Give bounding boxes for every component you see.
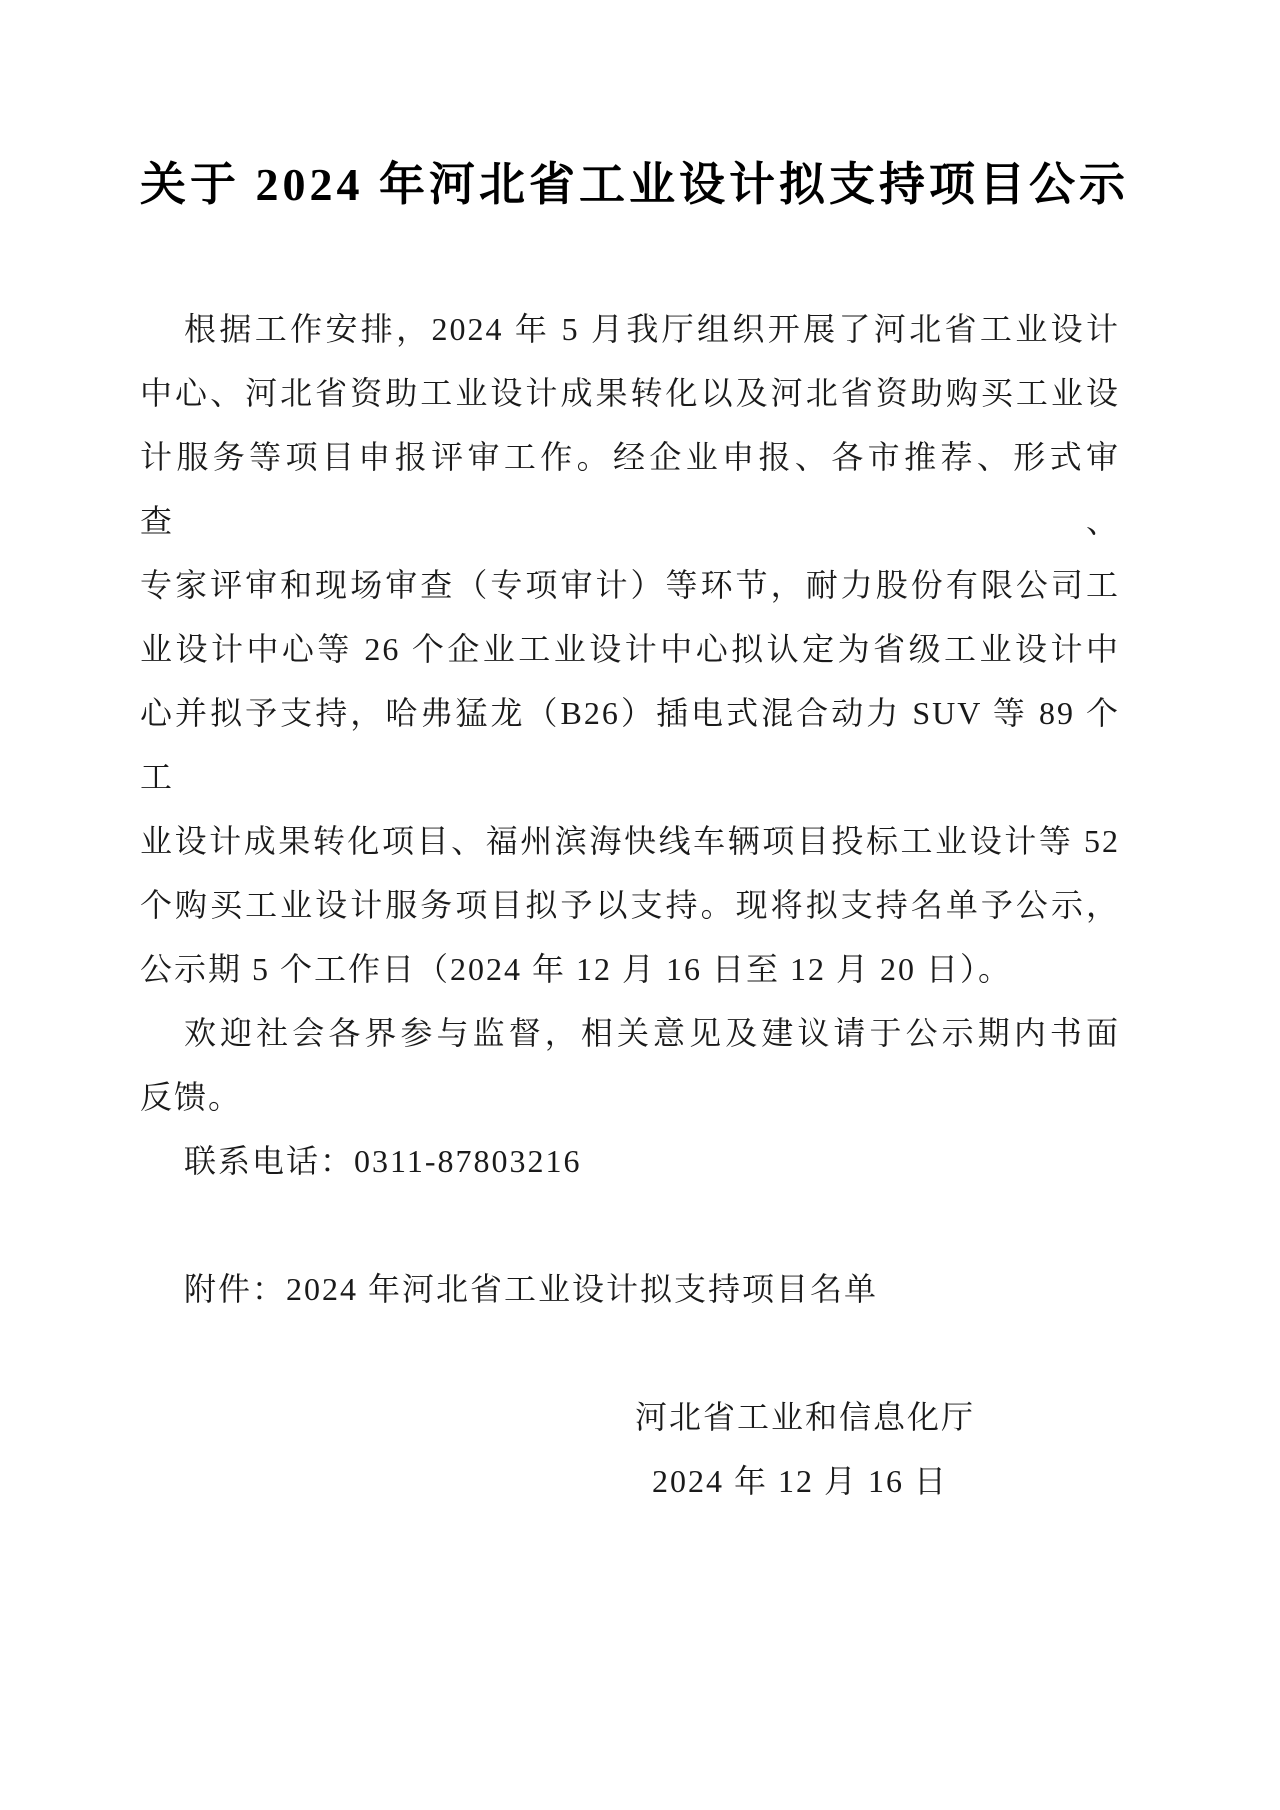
body-line: 业设计中心等 26 个企业工业设计中心拟认定为省级工业设计中 [140, 631, 1120, 667]
contact-phone-line: 联系电话：0311-87803216 [184, 1143, 582, 1179]
body-line: 欢迎社会各界参与监督，相关意见及建议请于公示期内书面 [184, 1015, 1120, 1051]
body-line: 中心、河北省资助工业设计成果转化以及河北省资助购买工业设 [140, 375, 1120, 411]
body-line: 计服务等项目申报评审工作。经企业申报、各市推荐、形式审查、 [140, 439, 1120, 539]
document-body [140, 297, 1120, 1513]
body-line: 反馈。 [140, 1079, 243, 1115]
body-line: 心并拟予支持，哈弗猛龙（B26）插电式混合动力 SUV 等 89 个工 [140, 695, 1120, 795]
body-line: 个购买工业设计服务项目拟予以支持。现将拟支持名单予公示， [140, 887, 1120, 923]
paragraph-1 [140, 297, 1120, 1001]
signature-organization: 河北省工业和信息化厅 [635, 1399, 976, 1435]
body-line: 业设计成果转化项目、福州滨海快线车辆项目投标工业设计等 52 [140, 823, 1120, 859]
body-line: 公示期 5 个工作日（2024 年 12 月 16 日至 12 月 20 日）。 [140, 951, 1013, 987]
body-line: 根据工作安排，2024 年 5 月我厅组织开展了河北省工业设计 [184, 311, 1120, 347]
signature-block [635, 1385, 976, 1513]
paragraph-2 [140, 1001, 1120, 1129]
attachment-line: 附件：2024 年河北省工业设计拟支持项目名单 [184, 1271, 879, 1307]
signature-date: 2024 年 12 月 16 日 [651, 1463, 948, 1499]
document-title: 关于 2024 年河北省工业设计拟支持项目公示 [140, 159, 1129, 210]
body-line: 专家评审和现场审查（专项审计）等环节，耐力股份有限公司工 [140, 567, 1120, 603]
